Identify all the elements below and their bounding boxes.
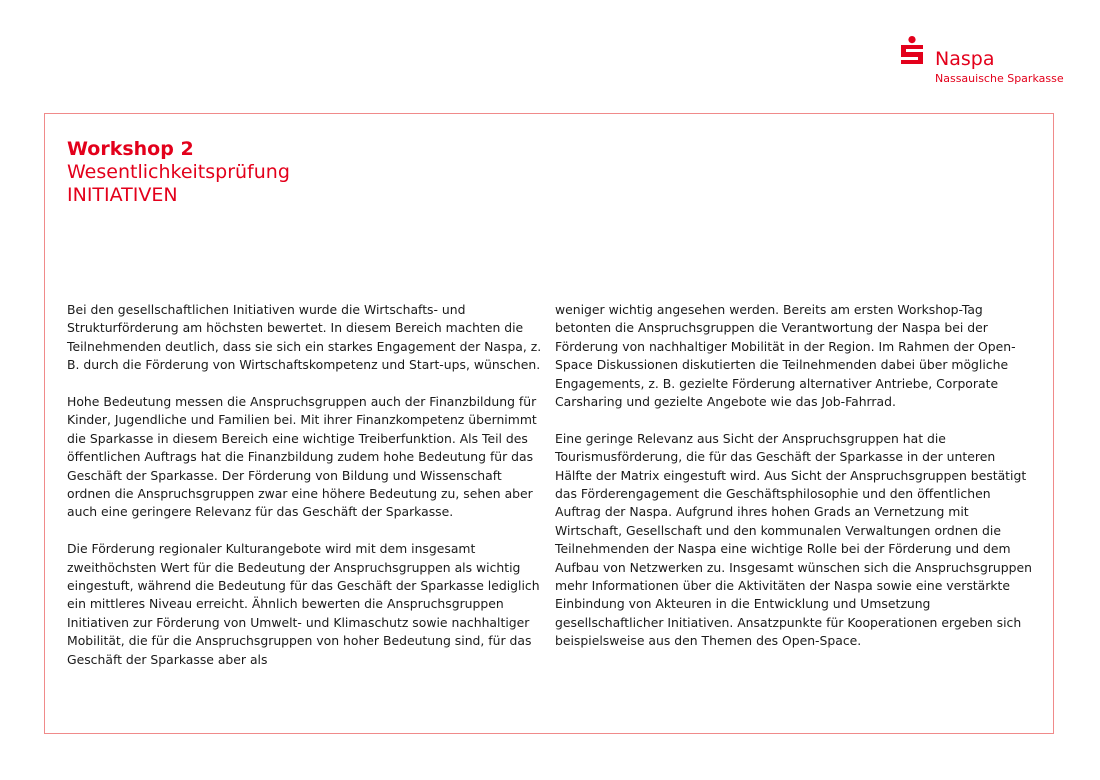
content-frame	[44, 113, 1054, 734]
brand-name: Naspa	[935, 48, 995, 70]
page-heading	[67, 138, 290, 207]
paragraph: Hohe Bedeutung messen die Anspruchsgruppen auch der Finanzbildung für Kinder, Jugendliche und Familien bei. Mit ihrer Finanzkompetenz übernimmt die Sparkasse in diesem Bereich eine wichtige Treiberfunktion. Als Teil des öffentlichen Auftrags hat die Finanzbildung zudem hohe Bedeutung für das Geschäft der Sparkasse. Der Förderung von Bildung und Wissenschaft ordnen die Anspruchsgruppen zwar eine höhere Bedeutung zu, sehen aber auch eine geringere Relevanz für das Geschäft der Sparkasse.	[67, 394, 537, 520]
paragraph: weniger wichtig angesehen werden. Bereits am ersten Workshop-Tag betonten die Anspruchsgruppen die Verantwortung der Naspa bei der Förderung von nachhaltiger Mobilität in der Region. Im Rahmen der Open-Space Diskussionen diskutierten die Teilnehmenden dabei über mögliche Engagements, z. B. gezielte Förderung alternativer Antriebe, Corporate Carsharing und gezielte Angebote wie das Job-Fahrrad.	[555, 302, 1016, 410]
paragraph: Die Förderung regionaler Kulturangebote wird mit dem insgesamt zweithöchsten Wert für die Bedeutung der Anspruchsgruppen als wichtig eingestuft, während die Bedeutung für das Geschäft der Sparkasse lediglich ein mittleres Niveau erreicht. Ähnlich bewerten die Anspruchsgruppen Initiativen zur Förderung von Umwelt- und Klimaschutz sowie nachhaltiger Mobilität, die für die Anspruchsgruppen von hoher Bedeutung sind, für das Geschäft der Sparkasse aber als	[67, 541, 540, 667]
brand-logo	[897, 36, 1067, 90]
sparkasse-s-logo-icon	[897, 36, 927, 70]
text-column-left	[67, 301, 543, 687]
text-column-right	[555, 301, 1035, 669]
paragraph: Eine geringe Relevanz aus Sicht der Anspruchsgruppen hat die Tourismusförderung, die für das Geschäft der Sparkasse in der unteren Hälfte der Matrix eingestuft wird. Aus Sicht der Anspruchsgruppen bestätigt das Förderengagement die Geschäftsphilosophie und den öffentlichen Auftrag der Naspa. Aufgrund ihres hohen Grads an Vernetzung mit Wirtschaft, Gesellschaft und den kommunalen Verwaltungen ordnen die Teilnehmenden der Naspa eine wichtige Rolle bei der Förderung und dem Aufbau von Netzwerken zu. Insgesamt wünschen sich die Anspruchsgruppen mehr Informationen über die Aktivitäten der Naspa sowie eine verstärkte Einbindung von Akteuren in die Entwicklung und Umsetzung gesellschaftlicher Initiativen. Ansatzpunkte für Kooperationen ergeben sich beispielsweise aus den Themen des Open-Space.	[555, 430, 1032, 649]
paragraph: Bei den gesellschaftlichen Initiativen wurde die Wirtschafts- und Strukturförderung am höchsten bewertet. In diesem Bereich machten die Teilnehmenden deutlich, dass sie sich ein starkes Engagement der Naspa, z. B. durch die Förderung von Wirtschaftskompetenz und Start-ups, wünschen.	[67, 302, 542, 373]
workshop-label: Workshop 2	[67, 138, 194, 160]
page-title: Wesentlichkeitsprüfung	[67, 161, 290, 183]
brand-subtitle: Nassauische Sparkasse	[935, 72, 1064, 85]
page-subtitle: INITIATIVEN	[67, 184, 178, 206]
